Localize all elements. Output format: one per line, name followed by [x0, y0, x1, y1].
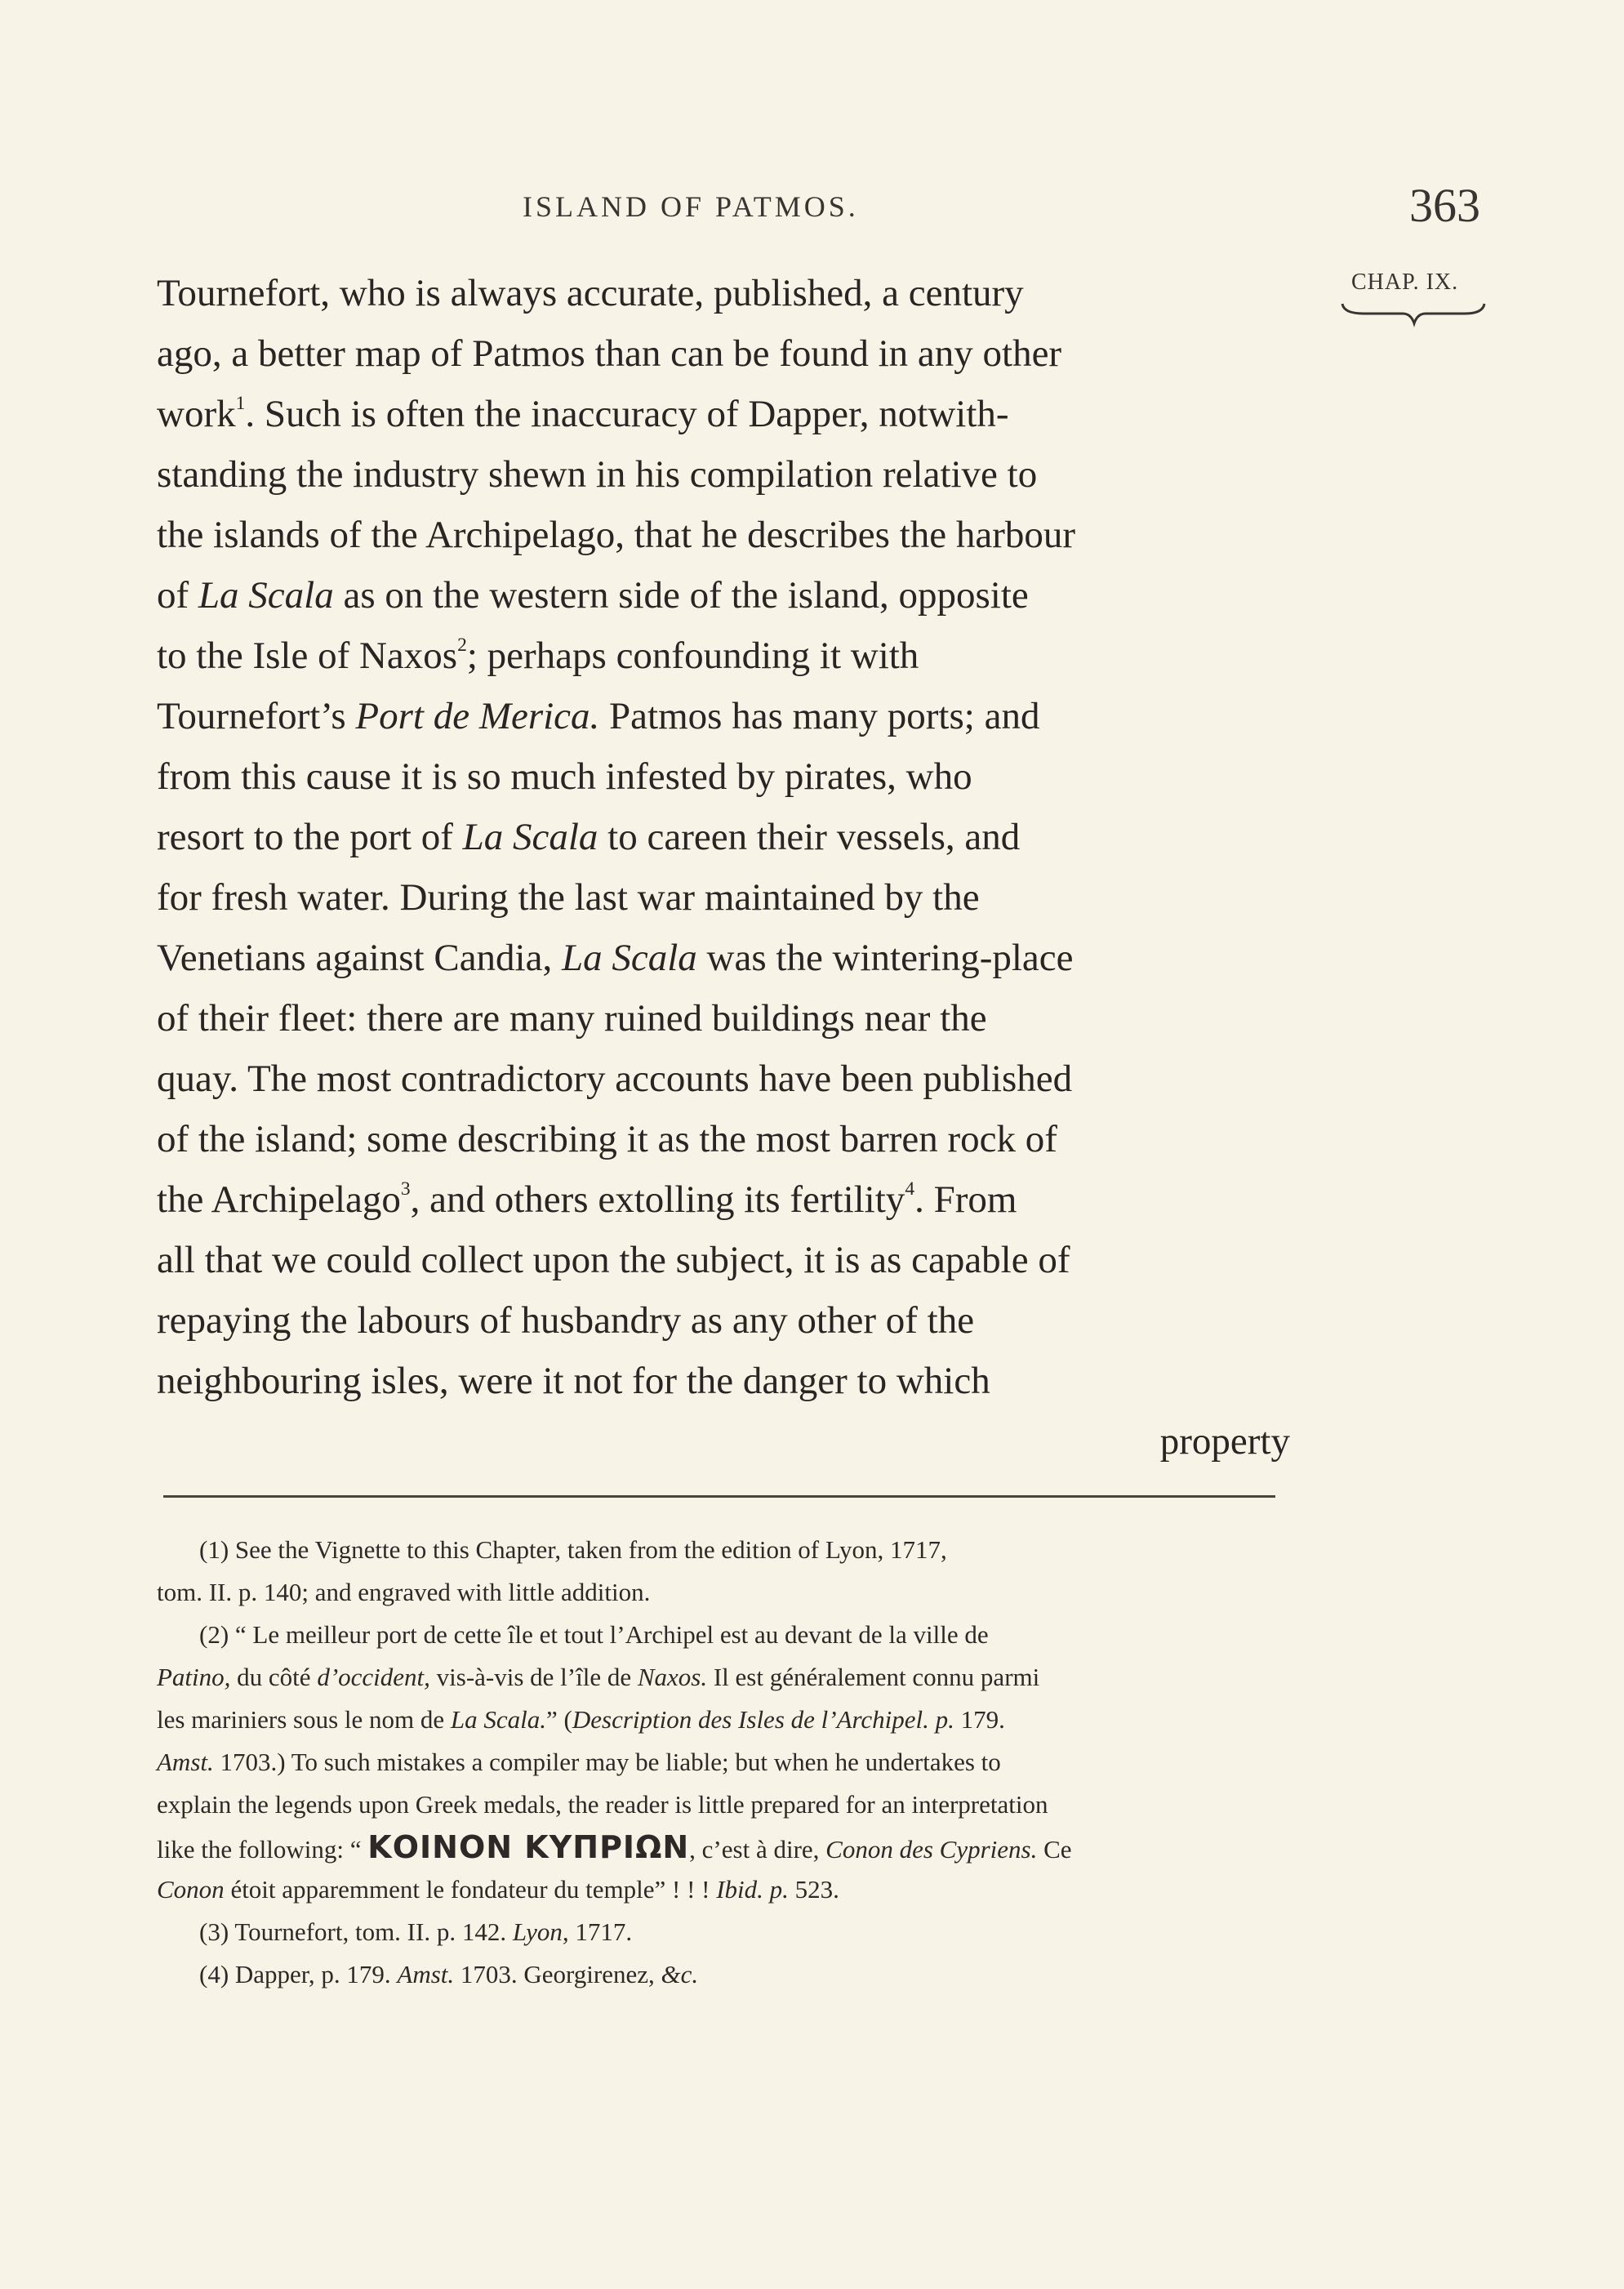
body-line: the islands of the Archipelago, that he describes the harbour	[157, 514, 1076, 556]
footnotes	[157, 1529, 1300, 1996]
running-head: ISLAND OF PATMOS.	[523, 190, 859, 223]
body-line: of La Scala as on the western side of the island, opposite	[157, 574, 1029, 617]
footnote-1-cont: tom. II. p. 140; and engraved with little addition.	[157, 1578, 651, 1606]
catchword: property	[1159, 1420, 1290, 1463]
body-line: of their fleet: there are many ruined buildings near the	[157, 997, 987, 1040]
body-line: resort to the port of La Scala to careen their vessels, and	[157, 816, 1021, 858]
footnote-ref[interactable]: 4	[905, 1178, 915, 1200]
body-line: work$^1$. Such is often the inaccuracy of Dapper, notwith-	[157, 392, 1009, 435]
footnote-1: (1) See the Vignette to this Chapter, taken from the edition of Lyon, 1717,	[199, 1535, 947, 1564]
footnote-2-cont: like the following: “ ΚΟΙΝΟΝ ΚΥΠΡΙΩΝ, c’est à dire, Conon des Cypriens. Ce	[157, 1829, 1072, 1865]
footnote-ref[interactable]: 2	[457, 634, 467, 656]
body-line: Tournefort, who is always accurate, published, a century	[157, 272, 1024, 314]
footnote-3: (3) Tournefort, tom. II. p. 142. Lyon, 1717.	[199, 1917, 633, 1946]
body-line: quay. The most contradictory accounts have been published	[157, 1058, 1073, 1100]
body-line: all that we could collect upon the subject, it is as capable of	[157, 1239, 1070, 1281]
footnote-2: (2) “ Le meilleur port de cette île et tout l’Archipel est au devant de la ville de	[199, 1620, 989, 1649]
footnote-2-cont: Conon étoit apparemment le fondateur du temple” ! ! ! Ibid. p. 523.	[157, 1875, 839, 1904]
footnote-2-cont: explain the legends upon Greek medals, the reader is little prepared for an interpretation	[157, 1790, 1048, 1819]
body-line: for fresh water. During the last war maintained by the	[157, 876, 980, 919]
body-line: of the island; some describing it as the most barren rock of	[157, 1118, 1057, 1160]
body-line: from this cause it is so much infested by pirates, who	[157, 755, 972, 798]
body-line: standing the industry shewn in his compilation relative to	[157, 453, 1038, 496]
body-line: neighbouring isles, were it not for the danger to which	[157, 1360, 990, 1402]
footnote-ref[interactable]: 3	[400, 1178, 411, 1200]
footnote-divider	[163, 1495, 1275, 1498]
footnote-2-cont: Patino, du côté d’occident, vis-à-vis de l’île de Naxos. Il est généralement connu parmi	[157, 1663, 1040, 1691]
greek-legend: ΚΟΙΝΟΝ ΚΥΠΡΙΩΝ	[367, 1829, 690, 1865]
chapter-label: CHAP. IX.	[1351, 269, 1459, 295]
body-line: ago, a better map of Patmos than can be found in any other	[157, 332, 1062, 375]
body-line: repaying the labours of husbandry as any other of the	[157, 1299, 975, 1342]
body-text	[157, 263, 1290, 1472]
body-line: Tournefort’s Port de Merica. Patmos has many ports; and	[157, 695, 1040, 737]
page-number: 363	[1409, 179, 1480, 232]
footnote-2-cont: Amst. 1703.) To such mistakes a compiler may be liable; but when he undertakes to	[157, 1748, 1001, 1776]
footnote-ref[interactable]: 1	[235, 392, 246, 414]
body-line: the Archipelago$^3$, and others extolling its fertility$^4$. From	[157, 1178, 1017, 1221]
footnote-2-cont: les mariniers sous le nom de La Scala.” (Description des Isles de l’Archipel. p. 179.	[157, 1705, 1005, 1734]
footnote-4: (4) Dapper, p. 179. Amst. 1703. Georgirenez, &c.	[199, 1960, 699, 1988]
chapter-brace-ornament	[1339, 299, 1486, 332]
body-line: to the Isle of Naxos$^2$; perhaps confounding it with	[157, 634, 919, 677]
body-line: Venetians against Candia, La Scala was the wintering-place	[157, 937, 1074, 979]
